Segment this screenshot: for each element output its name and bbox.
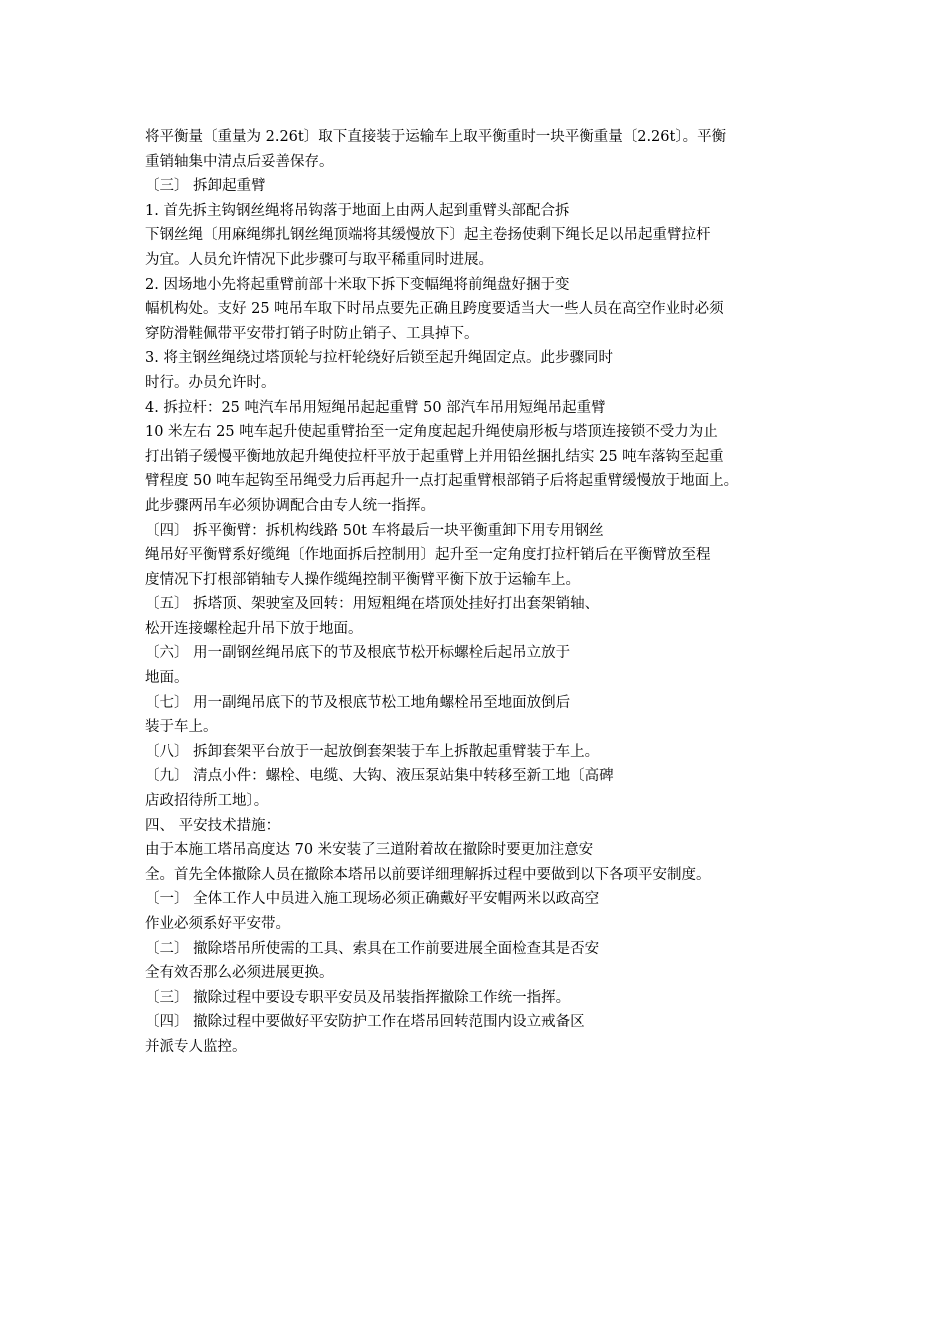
section-item: 〔四〕 拆平衡臂：拆机构线路 50t 车将最后一块平衡重卸下用专用钢丝 xyxy=(145,522,604,539)
text-line: 装于车上。 xyxy=(145,719,218,736)
text-line: 并派专人监控。 xyxy=(145,1038,247,1055)
text-line: 地面。 xyxy=(145,670,189,687)
section-item: 〔七〕 用一副绳吊底下的节及根底节松工地角螺栓吊至地面放倒后 xyxy=(145,694,571,711)
numbered-step: 3. 将主钢丝绳绕过塔顶轮与拉杆轮绕好后锁至起升绳固定点。此步骤同时 xyxy=(145,350,613,367)
numbered-step: 4. 拆拉杆：25 吨汽车吊用短绳吊起起重臂 50 部汽车吊用短绳吊起重臂 xyxy=(145,399,606,416)
section-item: 〔四〕 撤除过程中要做好平安防护工作在塔吊回转范围内设立戒备区 xyxy=(145,1014,585,1031)
numbered-step: 1. 首先拆主钩钢丝绳将吊钩落于地面上由两人起到重臂头部配合拆 xyxy=(145,202,570,219)
section-item: 〔三〕 撤除过程中要设专职平安员及吊装指挥撤除工作统一指挥。 xyxy=(145,989,571,1006)
text-line: 10 米左右 25 吨车起升使起重臂抬至一定角度起起升绳使扇形板与塔顶连接锁不受力为止 xyxy=(145,424,718,441)
text-line: 臂程度 50 吨车起钩至吊绳受力后再起升一点打起重臂根部销子后将起重臂缓慢放于地面上。 xyxy=(145,473,739,490)
text-line: 此步骤两吊车必须协调配合由专人统一指挥。 xyxy=(145,497,435,514)
section-item: 〔九〕 清点小件：螺栓、电缆、大钩、液压泵站集中转移至新工地〔高碑 xyxy=(145,768,614,785)
section-item: 〔五〕 拆塔顶、架驶室及回转：用短粗绳在塔顶处挂好打出套架销轴、 xyxy=(145,596,600,613)
text-line: 全有效否那么必须进展更换。 xyxy=(145,965,334,982)
text-line: 将平衡量〔重量为 2.26t〕取下直接装于运输车上取平衡重时一块平衡重量〔2.26t〕。平衡 xyxy=(145,129,727,145)
text-line: 度情况下打根部销轴专人操作缆绳控制平衡臂平衡下放于运输车上。 xyxy=(145,571,580,588)
text-line: 松开连接螺栓起升吊下放于地面。 xyxy=(145,620,363,637)
text-line: 店政招待所工地〕。 xyxy=(145,793,269,810)
text-line: 穿防滑鞋佩带平安带打销子时防止销子、工具掉下。 xyxy=(145,325,479,342)
text-line: 绳吊好平衡臂系好缆绳〔作地面拆后控制用〕起升至一定角度打拉杆销后在平衡臂放至程 xyxy=(145,547,711,564)
text-line: 重销轴集中清点后妥善保存。 xyxy=(145,153,334,170)
text-line: 下钢丝绳〔用麻绳绑扎钢丝绳顶端将其缓慢放下〕起主卷扬使剩下绳长足以吊起重臂拉杆 xyxy=(145,227,711,244)
text-line: 为宜。人员允许情况下此步骤可与取平稀重同时进展。 xyxy=(145,251,493,268)
section-heading: 四、 平安技术措施： xyxy=(145,817,281,834)
document-body xyxy=(145,125,825,1060)
section-item: 〔一〕 全体工作人中员进入施工现场必须正确戴好平安帽两米以政高空 xyxy=(145,891,600,908)
section-heading: 〔三〕 拆卸起重臂 xyxy=(145,178,266,195)
section-item: 〔八〕 拆卸套架平台放于一起放倒套架装于车上拆散起重臂装于车上。 xyxy=(145,743,600,760)
text-line: 全。首先全体撤除人员在撤除本塔吊以前要详细理解拆过程中要做到以下各项平安制度。 xyxy=(145,866,711,883)
numbered-step: 2. 因场地小先将起重臂前部十米取下拆下变幅绳将前绳盘好捆于变 xyxy=(145,276,570,293)
text-line: 幅机构处。支好 25 吨吊车取下时吊点要先正确且跨度要适当大一些人员在高空作业时必须 xyxy=(145,301,724,318)
text-line: 由于本施工塔吊高度达 70 米安装了三道附着故在撤除时要更加注意安 xyxy=(145,842,594,859)
section-item: 〔六〕 用一副钢丝绳吊底下的节及根底节松开标螺栓后起吊立放于 xyxy=(145,645,571,662)
text-line: 时行。办员允许时。 xyxy=(145,374,276,391)
text-line: 打出销子缓慢平衡地放起升绳使拉杆平放于起重臂上并用铅丝捆扎结实 25 吨车落钩至起重 xyxy=(145,448,724,465)
text-line: 作业必须系好平安带。 xyxy=(145,916,290,932)
section-item: 〔二〕 撤除塔吊所使需的工具、索具在工作前要进展全面检查其是否安 xyxy=(145,940,600,957)
